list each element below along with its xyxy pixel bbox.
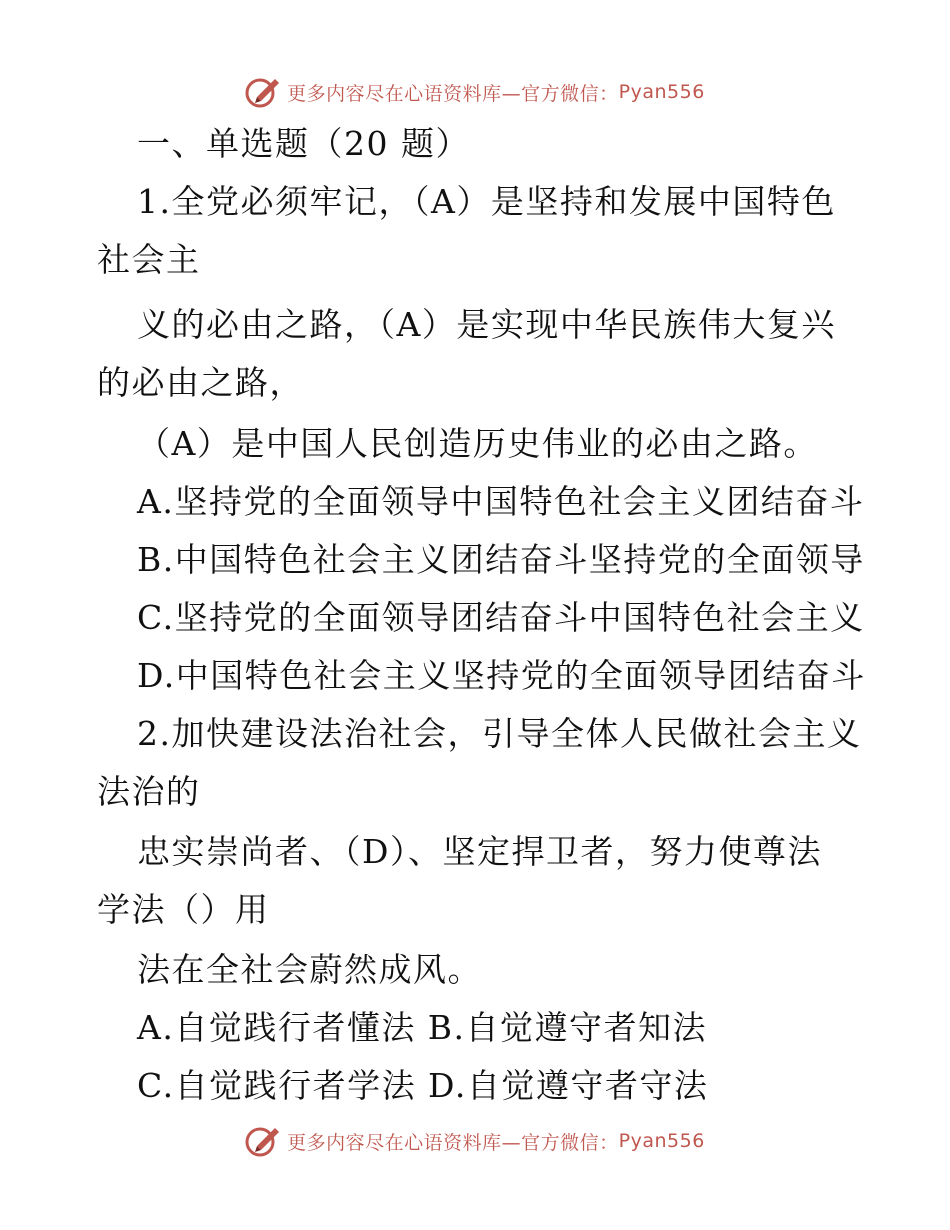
- header-banner-text: 更多内容尽在心语资料库—官方微信：: [287, 82, 619, 105]
- question-1-line-4: 的必由之路，: [97, 363, 304, 402]
- footer-banner-text: 更多内容尽在心语资料库—官方微信：: [287, 1131, 619, 1154]
- question-2-line-4: 学法（）用: [97, 890, 270, 929]
- question-1-option-b: B.中国特色社会主义团结奋斗坚持党的全面领导: [137, 540, 865, 579]
- pen-logo-icon: [245, 1124, 283, 1158]
- question-1-line-1: 1.全党必须牢记，（A）是坚持和发展中国特色: [137, 182, 836, 221]
- question-2-line-2: 法治的: [97, 772, 201, 811]
- question-2-line-3: 忠实崇尚者、（D）、坚定捍卫者，努力使尊法: [137, 832, 822, 871]
- section-heading: 一、单选题（20 题）: [137, 124, 470, 163]
- question-2-line-5: 法在全社会蔚然成风。: [137, 950, 482, 989]
- header-banner-wechat: Pyan556: [618, 81, 705, 103]
- question-1-option-a: A.坚持党的全面领导中国特色社会主义团结奋斗: [137, 482, 865, 521]
- question-2-line-1: 2.加快建设法治社会，引导全体人民做社会主义: [137, 714, 862, 753]
- question-1-line-3: 义的必由之路，（A）是实现中华民族伟大复兴: [137, 305, 836, 344]
- question-1-line-5: （A）是中国人民创造历史伟业的必由之路。: [137, 424, 818, 463]
- question-1-option-c: C.坚持党的全面领导团结奋斗中国特色社会主义: [137, 598, 865, 637]
- question-1-line-2: 社会主: [97, 240, 201, 279]
- question-1-option-d: D.中国特色社会主义坚持党的全面领导团结奋斗: [137, 656, 866, 695]
- footer-banner: [0, 1121, 950, 1161]
- question-2-options-ab: A.自觉践行者懂法 B.自觉遵守者知法: [137, 1008, 708, 1047]
- header-banner: [0, 72, 950, 112]
- pen-logo-icon: [245, 75, 283, 109]
- question-2-options-cd: C.自觉践行者学法 D.自觉遵守者守法: [137, 1066, 709, 1105]
- footer-banner-wechat: Pyan556: [618, 1130, 705, 1152]
